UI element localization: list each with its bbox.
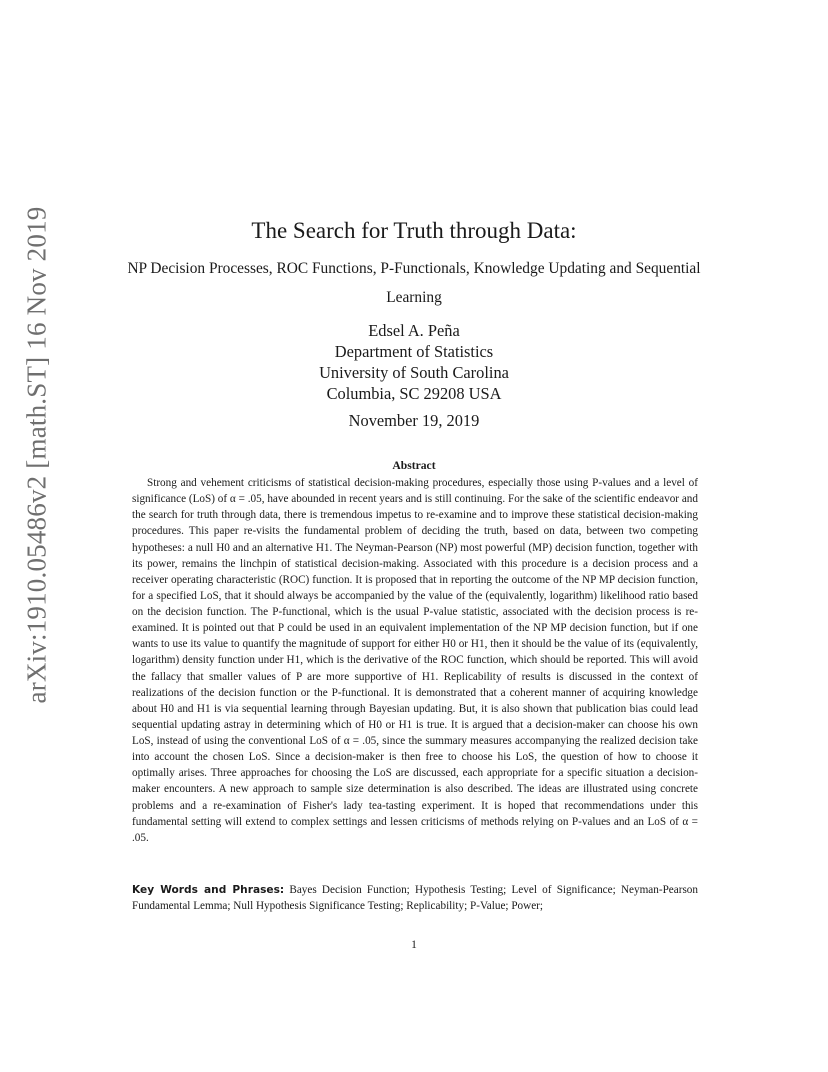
page-number: 1 <box>411 939 417 951</box>
paper-title: The Search for Truth through Data: <box>251 218 577 243</box>
abstract-body: Strong and vehement criticisms of statistical decision-making procedures, especially those using P-values and a level of significance (LoS) of α = .05, have abounded in recent years and is still continuing. For the sake of the scientific endeavor and the search for truth through data, there is tremendous impetus to re-examine and to improve these statistical decision-making procedures. This paper re-visits the fundamental problem of deciding the truth, based on data, between two competing hypotheses: a null H0 and an alternative H1. The Neyman-Pearson (NP) most powerful (MP) decision function, together with its power, remains the linchpin of statistical decision-making. Associated with this procedure is a decision process and a receiver operating characteristic (ROC) function. It is proposed that in reporting the outcome of the NP MP decision function, for a specified LoS, that it should always be accompanied by the value of the (equivalently, logarithm) likelihood ratio based on the decision function. The P-functional, which is the usual P-value statistic, associated with the decision process is re-examined. It is pointed out that P could be used in an equivalent implementation of the NP MP decision function, but if one wants to use its value to quantify the magnitude of support for either H0 or H1, then it should be the value of its (equivalently, logarithm) density function under H1, which is the derivative of the ROC function, which should be reported. This will avoid the fallacy that smaller values of P are more supportive of H1. Replicability of results is discussed in the context of realizations of the decision function or the P-functional. It is demonstrated that a coherent manner of acquiring knowledge about H0 and H1 is via sequential learning through Bayesian updating. But, it is also shown that publication bias could lead sequential updating astray in determining which of H0 or H1 is true. It is argued that a decision-maker can choose his own LoS, instead of using the conventional LoS of α = .05, since the summary measures accompanying the realized decision take into account the chosen LoS. Since a decision-maker is then free to choose his LoS, the question of how to choose it optimally arises. Three approaches for choosing the LoS are discussed, each appropriate for a specific situation a decision-maker encounters. A new approach to sample size determination is also described. The ideas are illustrated using concrete problems and a re-examination of Fisher's lady tea-tasting experiment. It is hoped that recommendations under this fundamental setting will extend to complex settings and lessen criticisms of methods relying on P-values and an LoS of α = .05. <box>132 477 698 844</box>
abstract-heading: Abstract <box>392 459 436 472</box>
paper-subtitle: NP Decision Processes, ROC Functions, P-Functionals, Knowledge Updating and Sequential Learning <box>127 260 701 306</box>
keywords-label: Key Words and Phrases: <box>132 884 285 896</box>
paper-date: November 19, 2019 <box>348 411 480 430</box>
keywords-text: Bayes Decision Function; Hypothesis Testing; Level of Significance; Neyman-Pearson Fundamental Lemma; Null Hypothesis Significance Testing; Replicability; P-Value; Power; <box>132 884 698 913</box>
author-name: Edsel A. Peña <box>368 321 460 340</box>
author-department: Department of Statistics <box>334 342 494 361</box>
keywords-paragraph <box>132 882 698 914</box>
arxiv-identifier-stamp <box>0 0 62 1072</box>
author-block <box>0 320 828 404</box>
author-university: University of South Carolina <box>319 363 509 382</box>
arxiv-identifier-text: arXiv:1910.05486v2 [math.ST] 16 Nov 2019 <box>21 206 52 704</box>
author-location: Columbia, SC 29208 USA <box>326 384 502 403</box>
